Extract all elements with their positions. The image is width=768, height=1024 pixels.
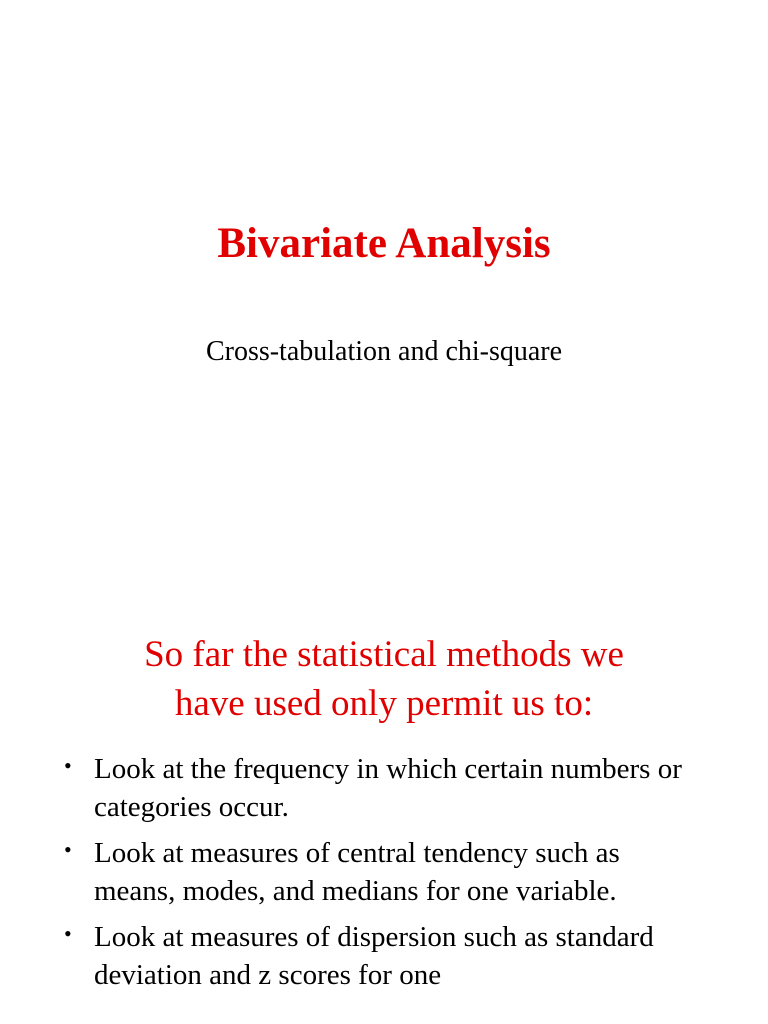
- bullet-icon: •: [64, 837, 72, 862]
- bullet-item-3: [64, 918, 704, 994]
- slide-1-subtitle: Cross-tabulation and chi-square: [205, 336, 563, 367]
- slide-1-title: Bivariate Analysis: [217, 220, 551, 267]
- slide-2: [0, 576, 768, 1024]
- bullet-icon: •: [64, 753, 72, 778]
- bullet-text-3: Look at measures of dispersion such as standard deviation and z scores for one: [94, 921, 654, 991]
- slide-2-title-line-2: have used only permit us to:: [174, 683, 594, 724]
- slide-2-title-line-1: So far the statistical methods we: [144, 634, 624, 675]
- bullet-text-2: Look at measures of central tendency such as means, modes, and medians for one variable.: [94, 837, 620, 907]
- bullet-text-1: Look at the frequency in which certain numbers or categories occur.: [94, 753, 682, 823]
- bullet-item-2: [64, 834, 704, 910]
- bullet-list: [64, 750, 704, 1002]
- bullet-icon: •: [64, 921, 72, 946]
- slide-2-title: [0, 630, 768, 728]
- bullet-item-1: [64, 750, 704, 826]
